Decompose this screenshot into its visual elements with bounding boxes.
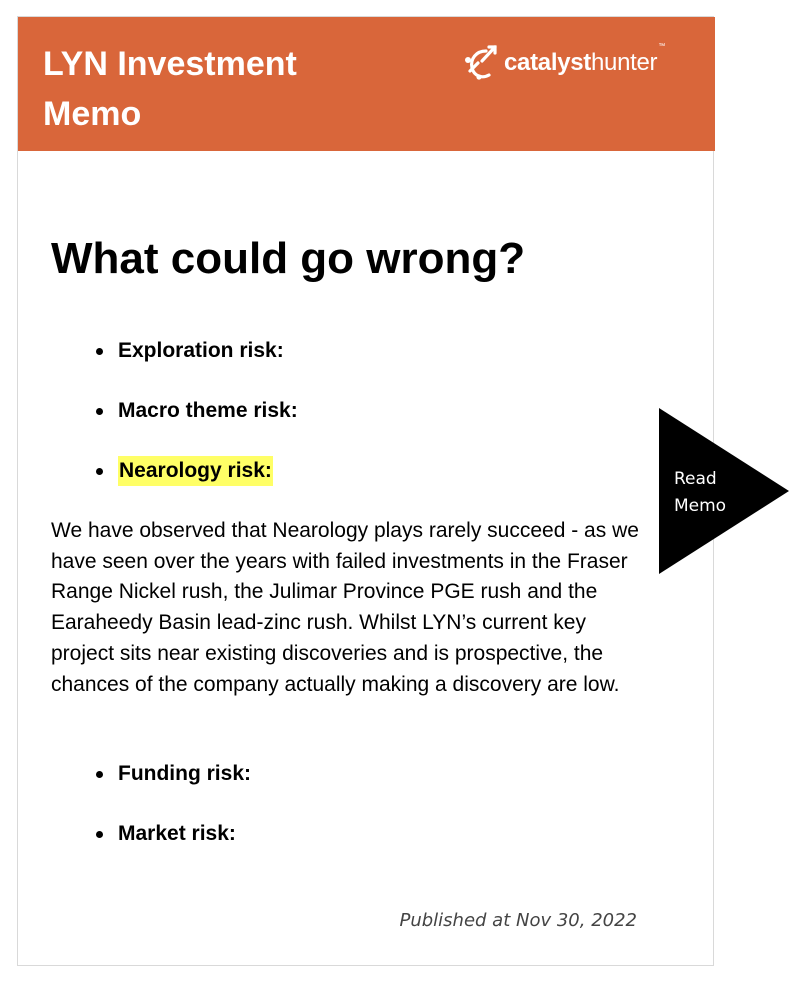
risk-label-highlighted: Nearology risk: xyxy=(118,456,273,486)
brand-wordmark xyxy=(504,43,665,77)
read-memo-label: Read Memo xyxy=(674,469,727,516)
risk-label: Funding risk: xyxy=(118,762,251,785)
bullet-icon xyxy=(96,771,103,778)
bullet-icon xyxy=(96,468,103,475)
list-item-macro-theme-risk xyxy=(96,396,298,426)
memo-card xyxy=(17,16,714,966)
list-item-funding-risk xyxy=(96,759,251,789)
brand-bold-text: catalyst xyxy=(504,49,591,76)
target-arrow-icon xyxy=(462,41,502,85)
bullet-icon xyxy=(96,831,103,838)
memo-header xyxy=(18,17,715,151)
published-date: Published at Nov 30, 2022 xyxy=(399,910,637,931)
read-memo-button[interactable] xyxy=(659,408,789,574)
memo-title: LYN Investment Memo xyxy=(43,45,297,133)
list-item-market-risk xyxy=(96,819,236,849)
brand-light-text: hunter xyxy=(591,49,658,76)
list-item-exploration-risk xyxy=(96,336,284,366)
trademark-symbol: ™ xyxy=(658,43,665,50)
nearology-paragraph: We have observed that Nearology plays rarely succeed - as we have seen over the years with failed investments in the Fraser Range Nickel rush, the Julimar Province PGE rush and the Earaheedy Basin lead-zinc rush. Whilst LYN’s current key project sits near existing discoveries and is prospective, the chances of the company actually making a discovery are low. xyxy=(51,519,639,696)
list-item-nearology-risk xyxy=(96,456,273,486)
catalyst-hunter-logo[interactable] xyxy=(462,41,665,85)
bullet-icon xyxy=(96,408,103,415)
bullet-icon xyxy=(96,348,103,355)
risk-label: Market risk: xyxy=(118,822,236,845)
section-heading: What could go wrong? xyxy=(51,234,526,283)
risk-label: Macro theme risk: xyxy=(118,399,298,422)
risk-label: Exploration risk: xyxy=(118,339,284,362)
